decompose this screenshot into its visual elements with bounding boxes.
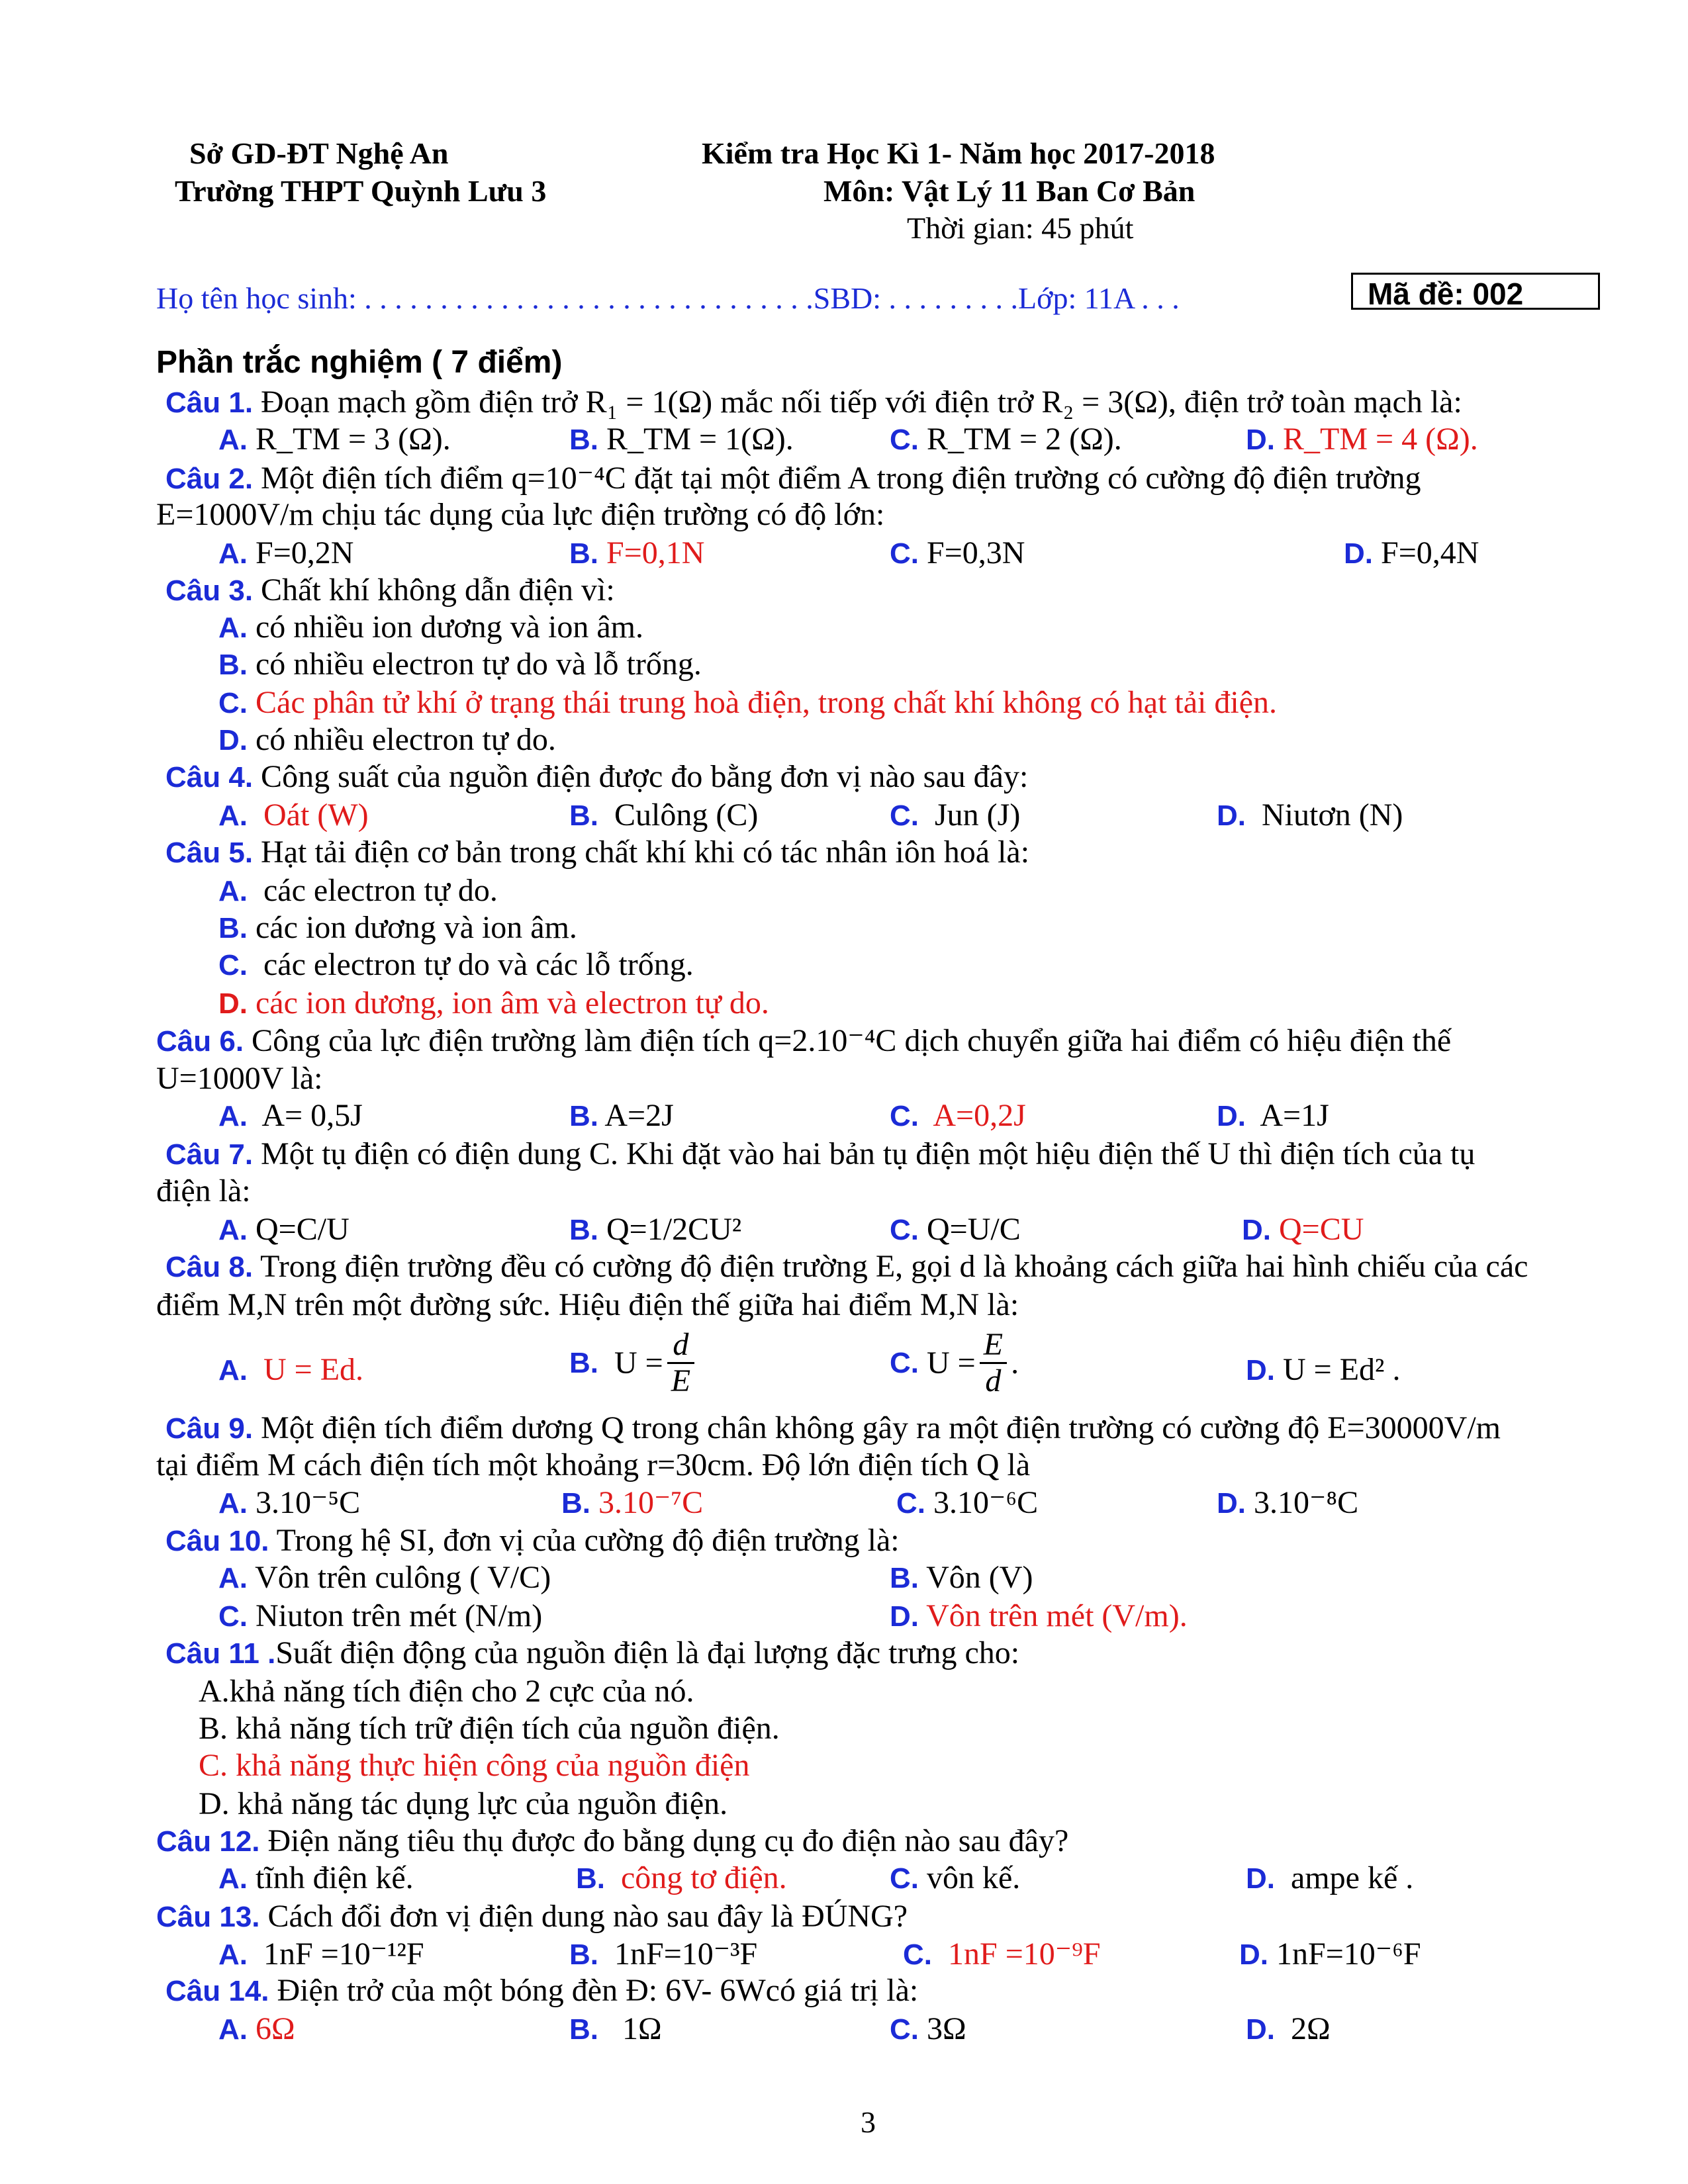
- question-3: Câu 3. Chất khí không dẫn điện vì:: [165, 572, 615, 608]
- q12-option-b[interactable]: B. công tơ điện.: [576, 1860, 787, 1895]
- student-info-line: Họ tên học sinh: . . . . . . . . . . . . . . . . . . . . . . . . . . . . . .SBD: . . . . . . . . .Lớp: 11A . . .: [156, 281, 1180, 315]
- q5-option-c[interactable]: C. các electron tự do và các lỗ trống.: [218, 947, 694, 982]
- question-6: Câu 6. Công của lực điện trường làm điện tích q=2.10⁻⁴C dịch chuyển giữa hai điểm có hiệu điện thế: [156, 1023, 1452, 1058]
- q12-option-d[interactable]: D. ampe kế .: [1246, 1860, 1414, 1895]
- q1-option-c[interactable]: C. R_TM = 2 (Ω).: [890, 422, 1122, 457]
- q4-option-d[interactable]: D. Niutơn (N): [1217, 797, 1403, 833]
- q13-option-a[interactable]: A. 1nF =10⁻¹²F: [218, 1936, 424, 1972]
- q1-option-a[interactable]: A. R_TM = 3 (Ω).: [218, 422, 451, 457]
- q4-option-b[interactable]: B. Culông (C): [569, 797, 759, 833]
- q11-option-c[interactable]: C. khả năng thực hiện công của nguồn điện: [199, 1748, 750, 1783]
- q9-option-b[interactable]: B. 3.10⁻⁷C: [561, 1485, 704, 1520]
- question-11: Câu 11 .Suất điện động của nguồn điện là đại lượng đặc trưng cho:: [165, 1635, 1020, 1670]
- q12-option-a[interactable]: A. tĩnh điện kế.: [218, 1860, 414, 1895]
- question-13: Câu 13. Cách đổi đơn vị điện dung nào sau đây là ĐÚNG?: [156, 1899, 908, 1934]
- q11-option-a[interactable]: A.khả năng tích điện cho 2 cực của nó.: [199, 1674, 694, 1709]
- page-number: 3: [861, 2105, 876, 2139]
- q3-option-a[interactable]: A. có nhiều ion dương và ion âm.: [218, 610, 643, 645]
- q10-option-d[interactable]: D. Vôn trên mét (V/m).: [890, 1598, 1188, 1633]
- q2-option-b[interactable]: B. F=0,1N: [569, 535, 705, 570]
- question-label: Câu 1.: [165, 387, 254, 419]
- q9-option-c[interactable]: C. 3.10⁻⁶C: [896, 1485, 1039, 1520]
- question-1: [165, 384, 1462, 420]
- q9-option-d[interactable]: D. 3.10⁻⁸C: [1217, 1485, 1359, 1520]
- question-8: Câu 8. Trong điện trường đều có cường độ điện trường E, gọi d là khoảng cách giữa hai hình chiếu của các: [165, 1249, 1528, 1284]
- q6-option-c[interactable]: C. A=0,2J: [890, 1098, 1026, 1133]
- q11-option-b[interactable]: B. khả năng tích trữ điện tích của nguồn điện.: [199, 1711, 780, 1746]
- dept-name: Sở GD-ĐT Nghệ An: [189, 136, 449, 170]
- question-6-cont: U=1000V là:: [156, 1061, 323, 1096]
- q14-option-b[interactable]: B. 1Ω: [569, 2011, 662, 2046]
- q6-option-a[interactable]: A. A= 0,5J: [218, 1098, 363, 1133]
- q3-option-c[interactable]: C. Các phân tử khí ở trạng thái trung hoà điện, trong chất khí không có hạt tải điện.: [218, 685, 1278, 720]
- q7-option-c[interactable]: C. Q=U/C: [890, 1212, 1021, 1247]
- school-name: Trường THPT Quỳnh Lưu 3: [175, 174, 547, 208]
- question-4: Câu 4. Công suất của nguồn điện được đo bằng đơn vị nào sau đây:: [165, 759, 1029, 794]
- q6-option-b[interactable]: B. A=2J: [569, 1098, 674, 1133]
- question-9: Câu 9. Một điện tích điểm dương Q trong chân không gây ra một điện trường có cường độ E=30000V/m: [165, 1410, 1501, 1445]
- q13-option-d[interactable]: D. 1nF=10⁻⁶F: [1239, 1936, 1421, 1972]
- q8-option-b[interactable]: B. U = $\frac{d}{E}$: [569, 1328, 698, 1398]
- fraction: $\frac{E}{d}$: [980, 1328, 1007, 1398]
- section-title: Phần trắc nghiệm ( 7 điểm): [156, 345, 563, 380]
- q4-option-a[interactable]: A. Oát (W): [218, 797, 369, 833]
- q6-option-d[interactable]: D. A=1J: [1217, 1098, 1329, 1133]
- exam-time: Thời gian: 45 phút: [907, 211, 1134, 245]
- q11-option-d[interactable]: D. khả năng tác dụng lực của nguồn điện.: [199, 1786, 728, 1821]
- q10-option-c[interactable]: C. Niuton trên mét (N/m): [218, 1598, 543, 1633]
- question-2: Câu 2. Một điện tích điểm q=10⁻⁴C đặt tại một điểm A trong điện trường có cường độ điện trường: [165, 461, 1421, 496]
- question-12: Câu 12. Điện năng tiêu thụ được đo bằng dụng cụ đo điện nào sau đây?: [156, 1823, 1069, 1858]
- question-2-cont: E=1000V/m chịu tác dụng của lực điện trường có độ lớn:: [156, 497, 885, 532]
- q8-option-a[interactable]: A. U = Ed.: [218, 1352, 364, 1387]
- exam-title: Kiểm tra Học Kì 1- Năm học 2017-2018: [702, 136, 1215, 170]
- question-8-cont: điểm M,N trên một đường sức. Hiệu điện thế giữa hai điểm M,N là:: [156, 1287, 1019, 1322]
- exam-code: Mã đề: 002: [1368, 277, 1524, 311]
- q7-option-b[interactable]: B. Q=1/2CU²: [569, 1212, 742, 1247]
- q4-option-c[interactable]: C. Jun (J): [890, 797, 1021, 833]
- q14-option-d[interactable]: D. 2Ω: [1246, 2011, 1331, 2046]
- q14-option-c[interactable]: C. 3Ω: [890, 2011, 966, 2046]
- question-text: Đoạn mạch gồm điện trở R₁ = 1(Ω) mắc nối tiếp với điện trở R₂ = 3(Ω), điện trở toàn mạch là:: [253, 385, 1462, 420]
- question-14: Câu 14. Điện trở của một bóng đèn Đ: 6V- 6Wcó giá trị là:: [165, 1973, 919, 2008]
- q8-option-d[interactable]: D. U = Ed² .: [1246, 1352, 1401, 1387]
- q13-option-b[interactable]: B. 1nF=10⁻³F: [569, 1936, 758, 1972]
- q5-option-b[interactable]: B. các ion dương và ion âm.: [218, 910, 577, 945]
- q7-option-a[interactable]: A. Q=C/U: [218, 1212, 350, 1247]
- q1-option-d[interactable]: D. R_TM = 4 (Ω).: [1246, 422, 1478, 457]
- exam-code-box: [1351, 273, 1600, 310]
- q1-option-b[interactable]: B. R_TM = 1(Ω).: [569, 422, 794, 457]
- q7-option-d[interactable]: D. Q=CU: [1242, 1212, 1364, 1247]
- fraction: $\frac{d}{E}$: [667, 1328, 694, 1398]
- q13-option-c[interactable]: C. 1nF =10⁻⁹F: [903, 1936, 1101, 1972]
- q2-option-d[interactable]: D. F=0,4N: [1344, 535, 1479, 570]
- q8-option-c[interactable]: C. U = $\frac{E}{d}$ .: [890, 1327, 1019, 1398]
- q3-option-b[interactable]: B. có nhiều electron tự do và lỗ trống.: [218, 647, 702, 682]
- question-5: Câu 5. Hạt tải điện cơ bản trong chất khí khi có tác nhân iôn hoá là:: [165, 835, 1030, 870]
- question-10: Câu 10. Trong hệ SI, đơn vị của cường độ điện trường là:: [165, 1523, 900, 1558]
- subject-title: Môn: Vật Lý 11 Ban Cơ Bản: [823, 174, 1196, 208]
- q3-option-d[interactable]: D. có nhiều electron tự do.: [218, 722, 556, 757]
- q10-option-a[interactable]: A. Vôn trên culông ( V/C): [218, 1560, 551, 1595]
- q10-option-b[interactable]: B. Vôn (V): [890, 1560, 1033, 1595]
- question-9-cont: tại điểm M cách điện tích một khoảng r=30cm. Độ lớn điện tích Q là: [156, 1447, 1031, 1482]
- question-7-cont: điện là:: [156, 1173, 251, 1208]
- question-7: Câu 7. Một tụ điện có điện dung C. Khi đặt vào hai bản tụ điện một hiệu điện thế U thì điện tích của tụ: [165, 1136, 1476, 1171]
- q5-option-d[interactable]: D. các ion dương, ion âm và electron tự do.: [218, 985, 769, 1021]
- q5-option-a[interactable]: A. các electron tự do.: [218, 873, 498, 908]
- q14-option-a[interactable]: A. 6Ω: [218, 2011, 295, 2046]
- q2-option-c[interactable]: C. F=0,3N: [890, 535, 1025, 570]
- q2-option-a[interactable]: A. F=0,2N: [218, 535, 354, 570]
- q12-option-c[interactable]: C. vôn kế.: [890, 1860, 1021, 1895]
- q9-option-a[interactable]: A. 3.10⁻⁵C: [218, 1485, 361, 1520]
